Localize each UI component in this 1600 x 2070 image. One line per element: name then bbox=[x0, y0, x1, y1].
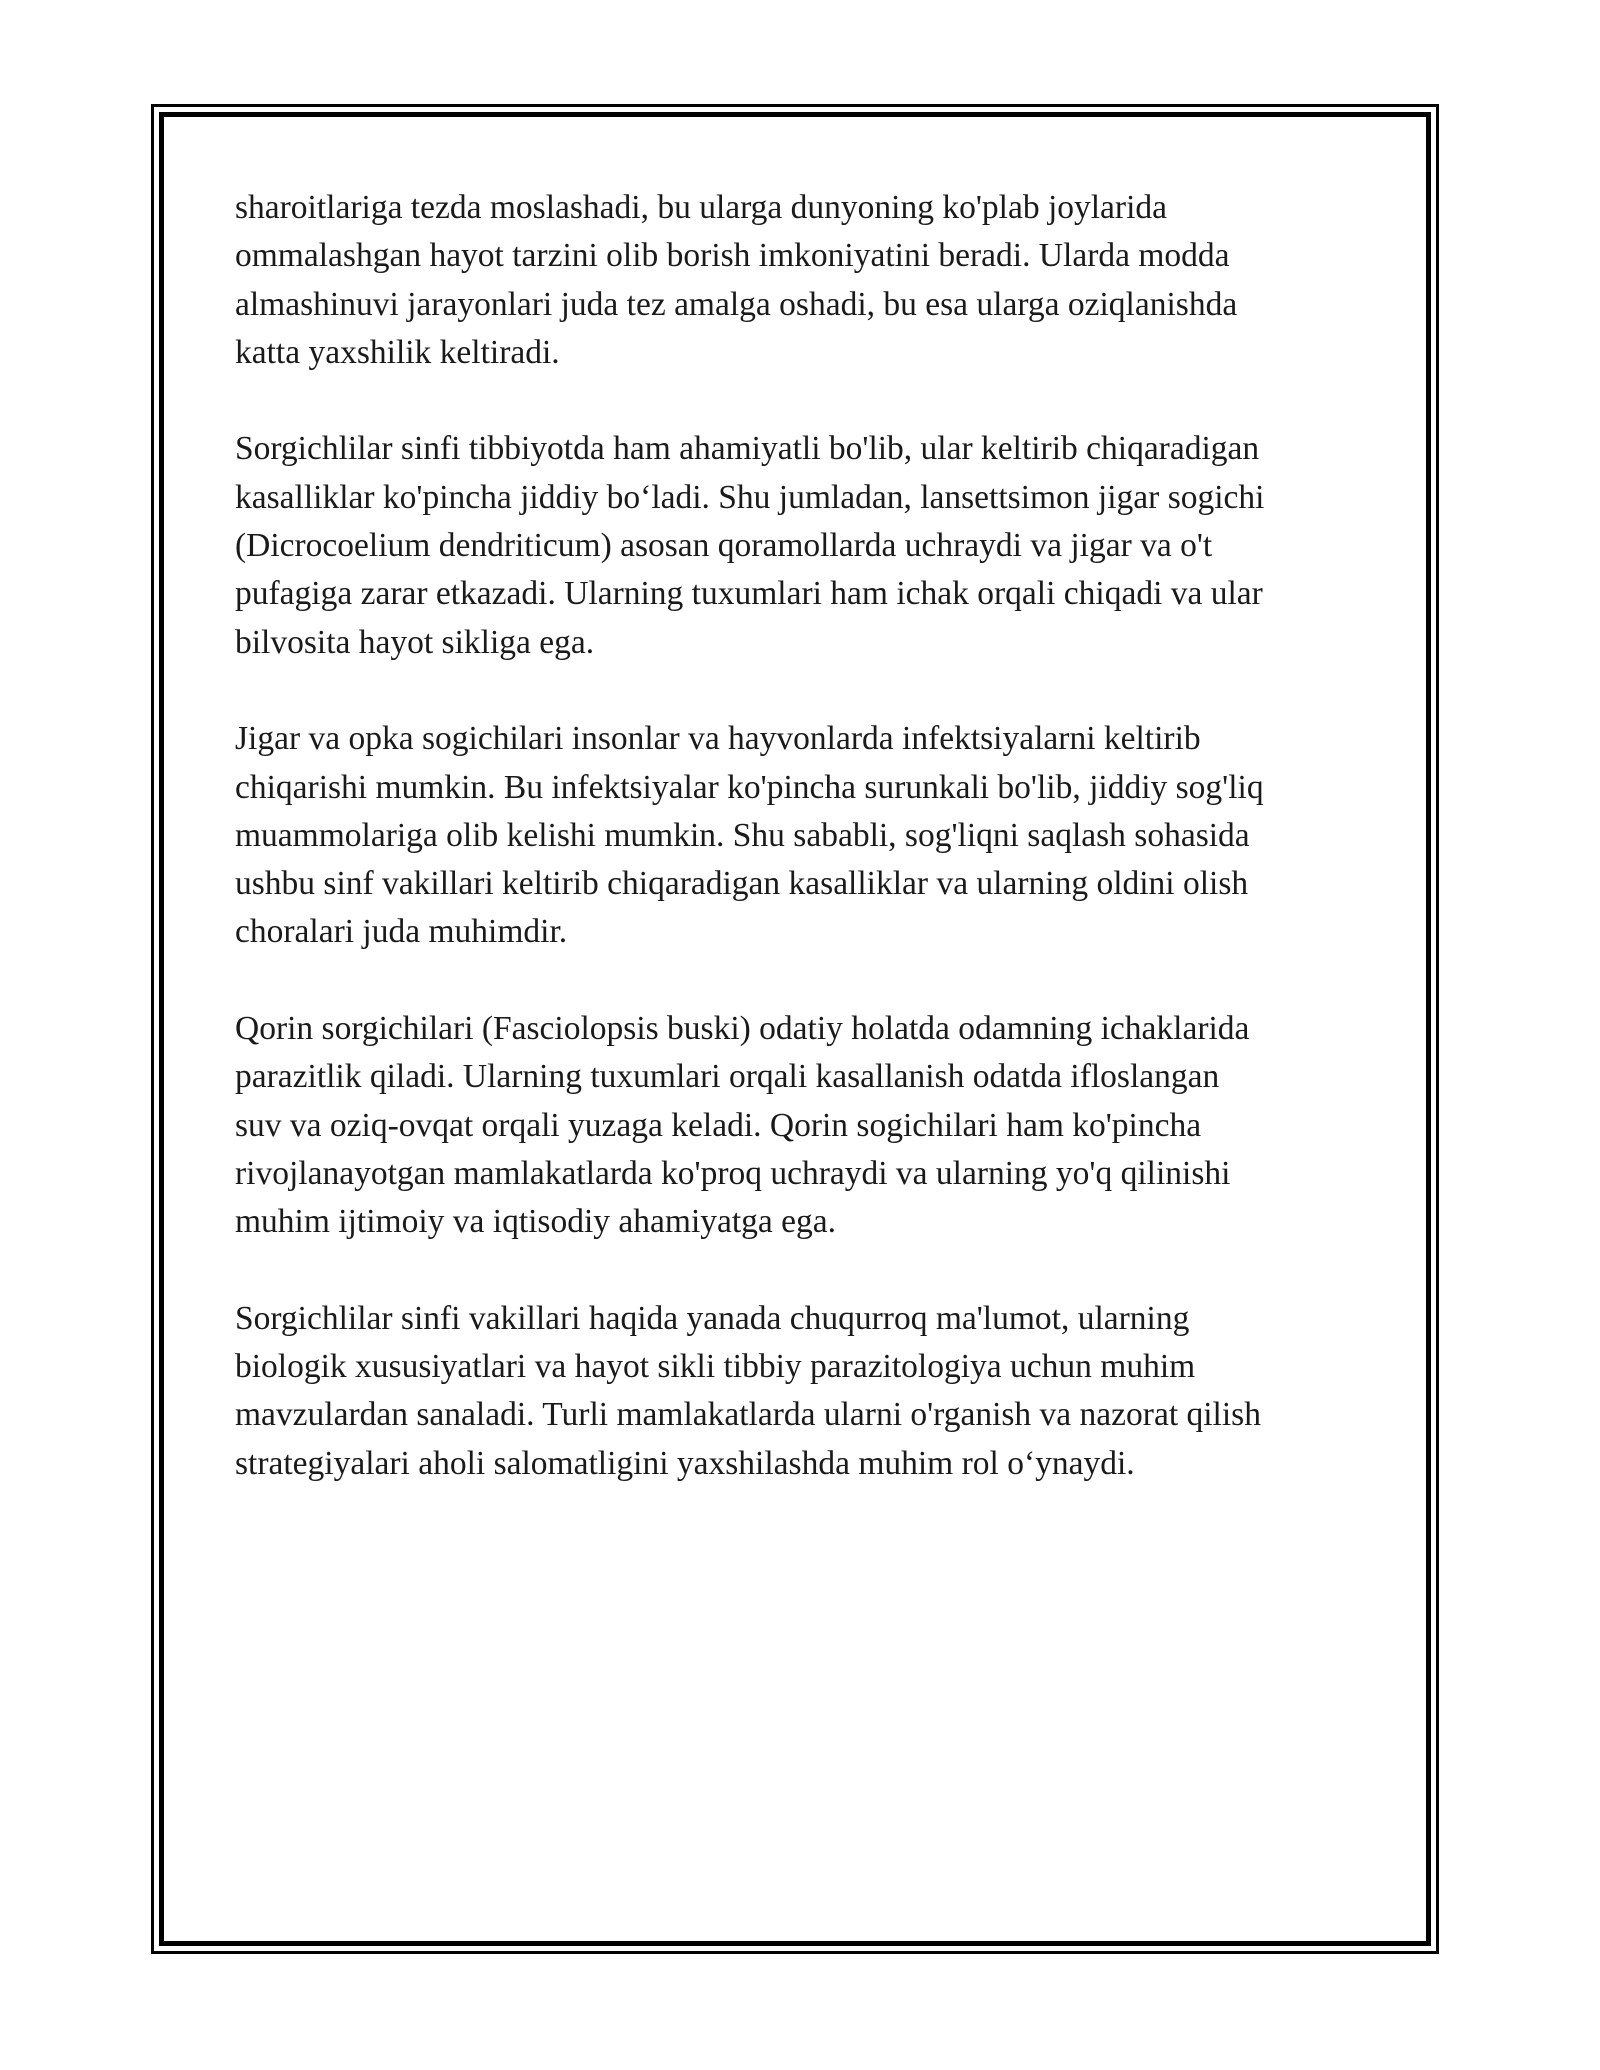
paragraph-5: Sorgichlilar sinfi vakillari haqida yanada chuqurroq ma'lumot, ularning biologik xususiyatlari va hayot sikli tibbiy parazitologiya uchun muhim mavzulardan sanaladi. Turli mamlakatlarda ularni o'rganish va nazorat qilish strategiyalari aholi salomatligini yaxshilashda muhim rol o‘ynaydi. bbox=[235, 1299, 1261, 1482]
document-body bbox=[235, 184, 1375, 1536]
paragraph-4: Qorin sorgichilari (Fasciolopsis buski) odatiy holatda odamning ichaklarida parazitlik qiladi. Ularning tuxumlari orqali kasallanish odatda ifloslangan suv va oziq-ovqat orqali yuzaga keladi. Qorin sogichilari ham ko'pincha rivojlanayotgan mamlakatlarda ko'proq uchraydi va ularning yo'q qilinishi muhim ijtimoiy va iqtisodiy ahamiyatga ega. bbox=[235, 1010, 1250, 1241]
paragraph-1: sharoitlariga tezda moslashadi, bu ularga dunyoning ko'plab joylarida ommalashgan hayot tarzini olib borish imkoniyatini beradi. Ularda modda almashinuvi jarayonlari juda tez amalga oshadi, bu esa ularga oziqlanishda katta yaxshilik keltiradi. bbox=[235, 189, 1238, 371]
paragraph-3: Jigar va opka sogichilari insonlar va hayvonlarda infektsiyalarni keltirib chiqarishi mumkin. Bu infektsiyalar ko'pincha surunkali bo'lib, jiddiy sog'liq muammolariga olib kelishi mumkin. Shu sababli, sog'liqni saqlash sohasida ushbu sinf vakillari keltirib chiqaradigan kasalliklar va ularning oldini olish choralari juda muhimdir. bbox=[235, 720, 1264, 951]
paragraph-2: Sorgichlilar sinfi tibbiyotda ham ahamiyatli bo'lib, ular keltirib chiqaradigan kasalliklar ko'pincha jiddiy bo‘ladi. Shu jumladan, lansettsimon jigar sogichi (Dicrocoelium dendriticum) asosan qoramollarda uchraydi va jigar va o't pufagiga zarar etkazadi. Ularning tuxumlari ham ichak orqali chiqadi va ular bilvosita hayot sikliga ega. bbox=[235, 430, 1265, 661]
